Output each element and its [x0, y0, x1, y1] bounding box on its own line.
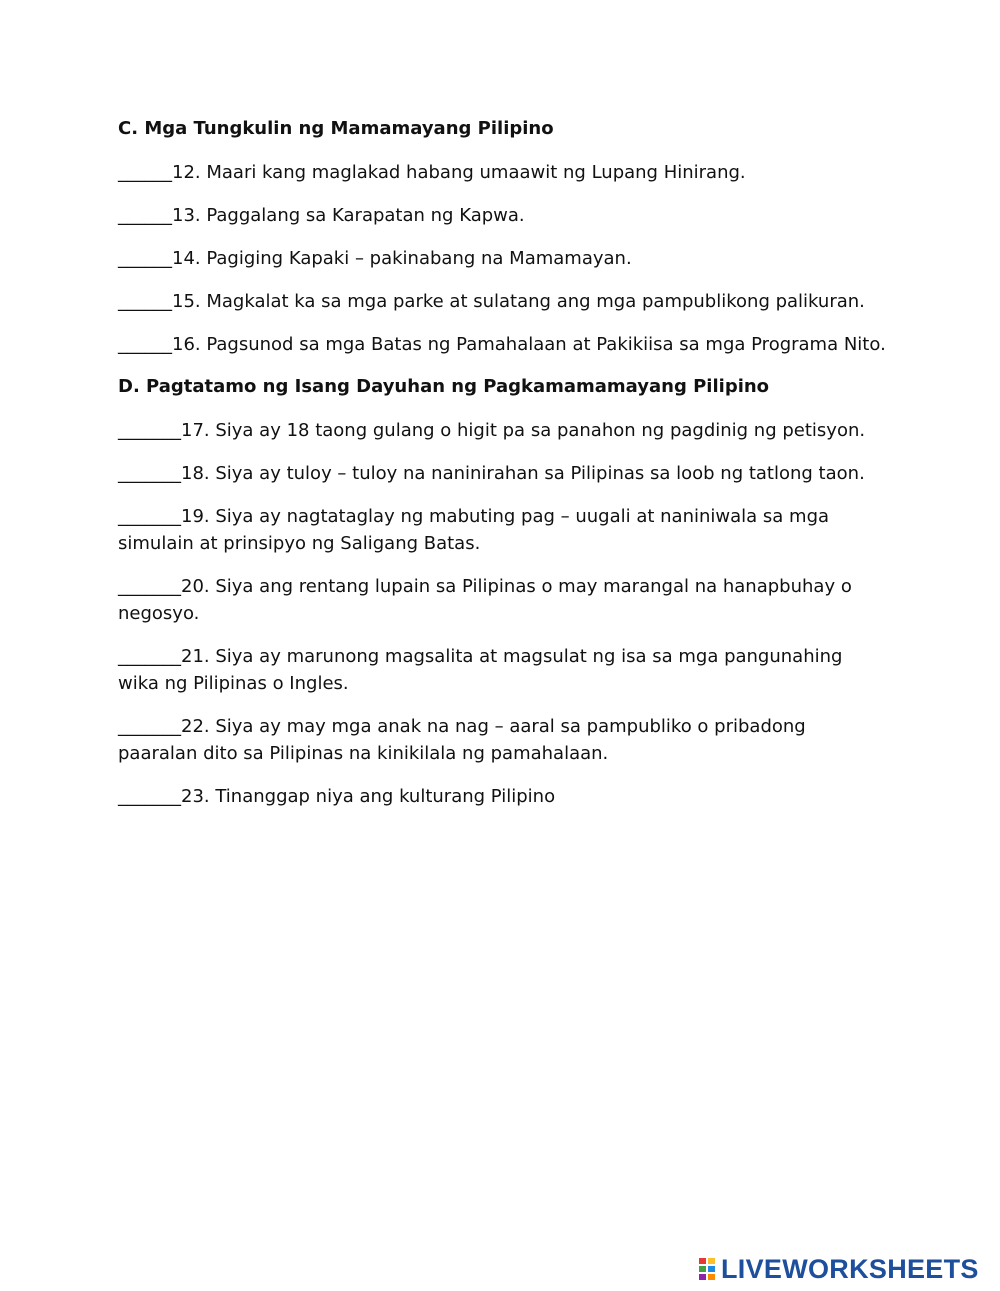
answer-blank[interactable]: ______: [118, 205, 172, 226]
question-16: [118, 331, 888, 358]
logo-mark-cell: [698, 1257, 707, 1265]
liveworksheets-logo: [698, 1254, 979, 1284]
answer-blank[interactable]: _______: [118, 646, 181, 667]
answer-blank[interactable]: ______: [118, 248, 172, 269]
question-text: 20. Siya ang rentang lupain sa Pilipinas o may marangal na hanapbuhay o negosyo.: [118, 576, 852, 624]
question-17: [118, 417, 888, 444]
question-text: 23. Tinanggap niya ang kulturang Pilipino: [181, 786, 556, 807]
logo-mark-cell: [707, 1265, 716, 1273]
question-19: [118, 503, 888, 557]
section-c-title: C. Mga Tungkulin ng Mamamayang Pilipino: [118, 118, 554, 139]
logo-mark-cell: [707, 1273, 716, 1281]
question-14: [118, 245, 888, 272]
question-text: 19. Siya ay nagtataglay ng mabuting pag – uugali at naniniwala sa mga simulain at prinsipyo ng Saligang Batas.: [118, 506, 830, 554]
answer-blank[interactable]: _______: [118, 420, 181, 441]
question-21: [118, 643, 888, 697]
question-text: 12. Maari kang maglakad habang umaawit ng Lupang Hinirang.: [172, 162, 746, 183]
question-text: 22. Siya ay may mga anak na nag – aaral sa pampubliko o pribadong paaralan dito sa Pilipinas na kinikilala ng pamahalaan.: [118, 716, 806, 764]
question-text: 17. Siya ay 18 taong gulang o higit pa sa panahon ng pagdinig ng petisyon.: [181, 420, 866, 441]
question-15: [118, 288, 888, 315]
answer-blank[interactable]: ______: [118, 334, 172, 355]
logo-mark-icon: [698, 1257, 716, 1281]
answer-blank[interactable]: _______: [118, 786, 181, 807]
question-text: 21. Siya ay marunong magsalita at magsulat ng isa sa mga pangunahing wika ng Pilipinas o Ingles.: [118, 646, 843, 694]
worksheet-page: [118, 116, 888, 826]
question-18: [118, 460, 888, 487]
logo-mark-cell: [707, 1257, 716, 1265]
question-text: 16. Pagsunod sa mga Batas ng Pamahalaan at Pakikiisa sa mga Programa Nito.: [172, 334, 886, 355]
section-d-title: D. Pagtatamo ng Isang Dayuhan ng Pagkamamamayang Pilipino: [118, 376, 770, 397]
question-text: 14. Pagiging Kapaki – pakinabang na Mamamayan.: [172, 248, 632, 269]
question-text: 18. Siya ay tuloy – tuloy na naninirahan sa Pilipinas sa loob ng tatlong taon.: [181, 463, 865, 484]
question-text: 15. Magkalat ka sa mga parke at sulatang ang mga pampublikong palikuran.: [172, 291, 865, 312]
answer-blank[interactable]: _______: [118, 506, 181, 527]
logo-mark-cell: [698, 1273, 707, 1281]
question-20: [118, 573, 888, 627]
question-23: [118, 783, 888, 810]
answer-blank[interactable]: ______: [118, 162, 172, 183]
question-22: [118, 713, 888, 767]
answer-blank[interactable]: ______: [118, 291, 172, 312]
question-text: 13. Paggalang sa Karapatan ng Kapwa.: [172, 205, 525, 226]
answer-blank[interactable]: _______: [118, 463, 181, 484]
question-13: [118, 202, 888, 229]
answer-blank[interactable]: _______: [118, 716, 181, 737]
question-12: [118, 159, 888, 186]
answer-blank[interactable]: _______: [118, 576, 181, 597]
logo-text: LIVEWORKSHEETS: [721, 1254, 979, 1284]
logo-mark-cell: [698, 1265, 707, 1273]
